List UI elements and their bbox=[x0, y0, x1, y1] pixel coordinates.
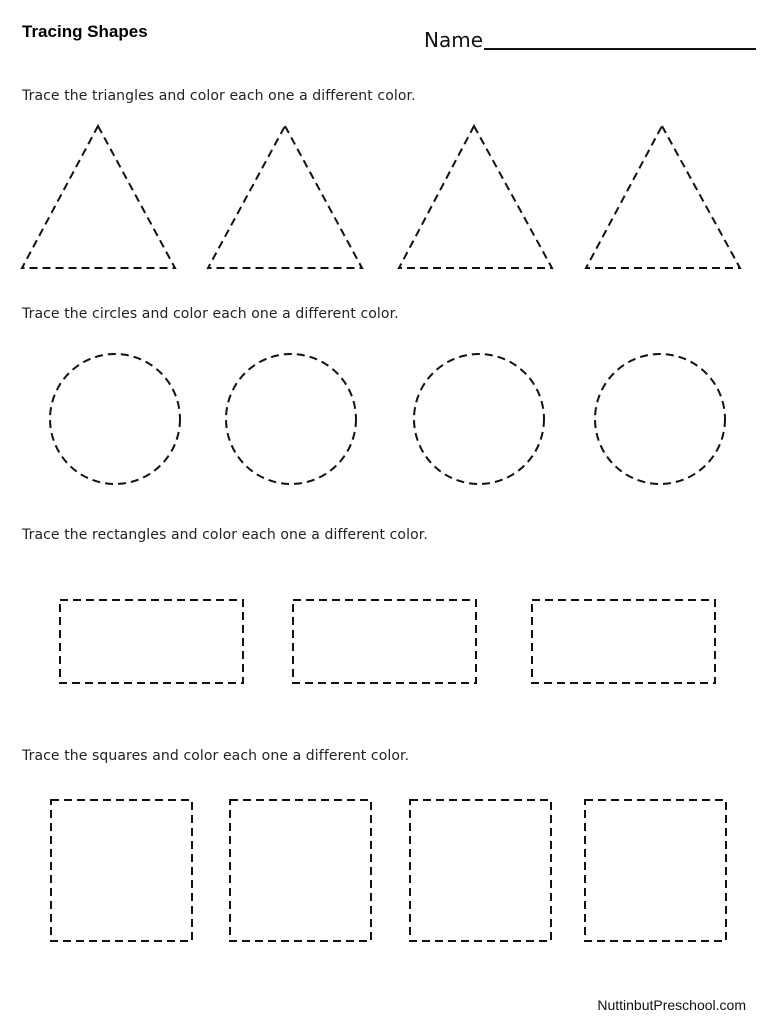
triangles-row bbox=[22, 126, 740, 268]
dashed-triangle bbox=[22, 126, 175, 268]
circles-instruction: Trace the circles and color each one a different color. bbox=[22, 306, 399, 322]
dashed-square bbox=[410, 800, 551, 941]
squares-instruction: Trace the squares and color each one a different color. bbox=[22, 748, 410, 764]
dashed-rectangle bbox=[60, 600, 243, 683]
worksheet-title: Tracing Shapes bbox=[22, 22, 148, 41]
footer-website: NuttinbutPreschool.com bbox=[597, 997, 746, 1013]
dashed-square bbox=[51, 800, 192, 941]
dashed-triangle bbox=[399, 126, 552, 268]
rectangles-instruction: Trace the rectangles and color each one a different color. bbox=[22, 527, 428, 543]
dashed-triangle bbox=[586, 126, 740, 268]
dashed-circle bbox=[595, 354, 725, 484]
rectangles-row bbox=[60, 600, 715, 683]
name-label: Name bbox=[424, 28, 484, 52]
dashed-square bbox=[585, 800, 726, 941]
dashed-rectangle bbox=[293, 600, 476, 683]
dashed-circle bbox=[50, 354, 180, 484]
dashed-rectangle bbox=[532, 600, 715, 683]
circles-row bbox=[50, 354, 725, 484]
squares-row bbox=[51, 800, 726, 941]
dashed-triangle bbox=[208, 126, 362, 268]
dashed-square bbox=[230, 800, 371, 941]
triangles-instruction: Trace the triangles and color each one a different color. bbox=[22, 88, 416, 104]
dashed-circle bbox=[414, 354, 544, 484]
dashed-circle bbox=[226, 354, 356, 484]
